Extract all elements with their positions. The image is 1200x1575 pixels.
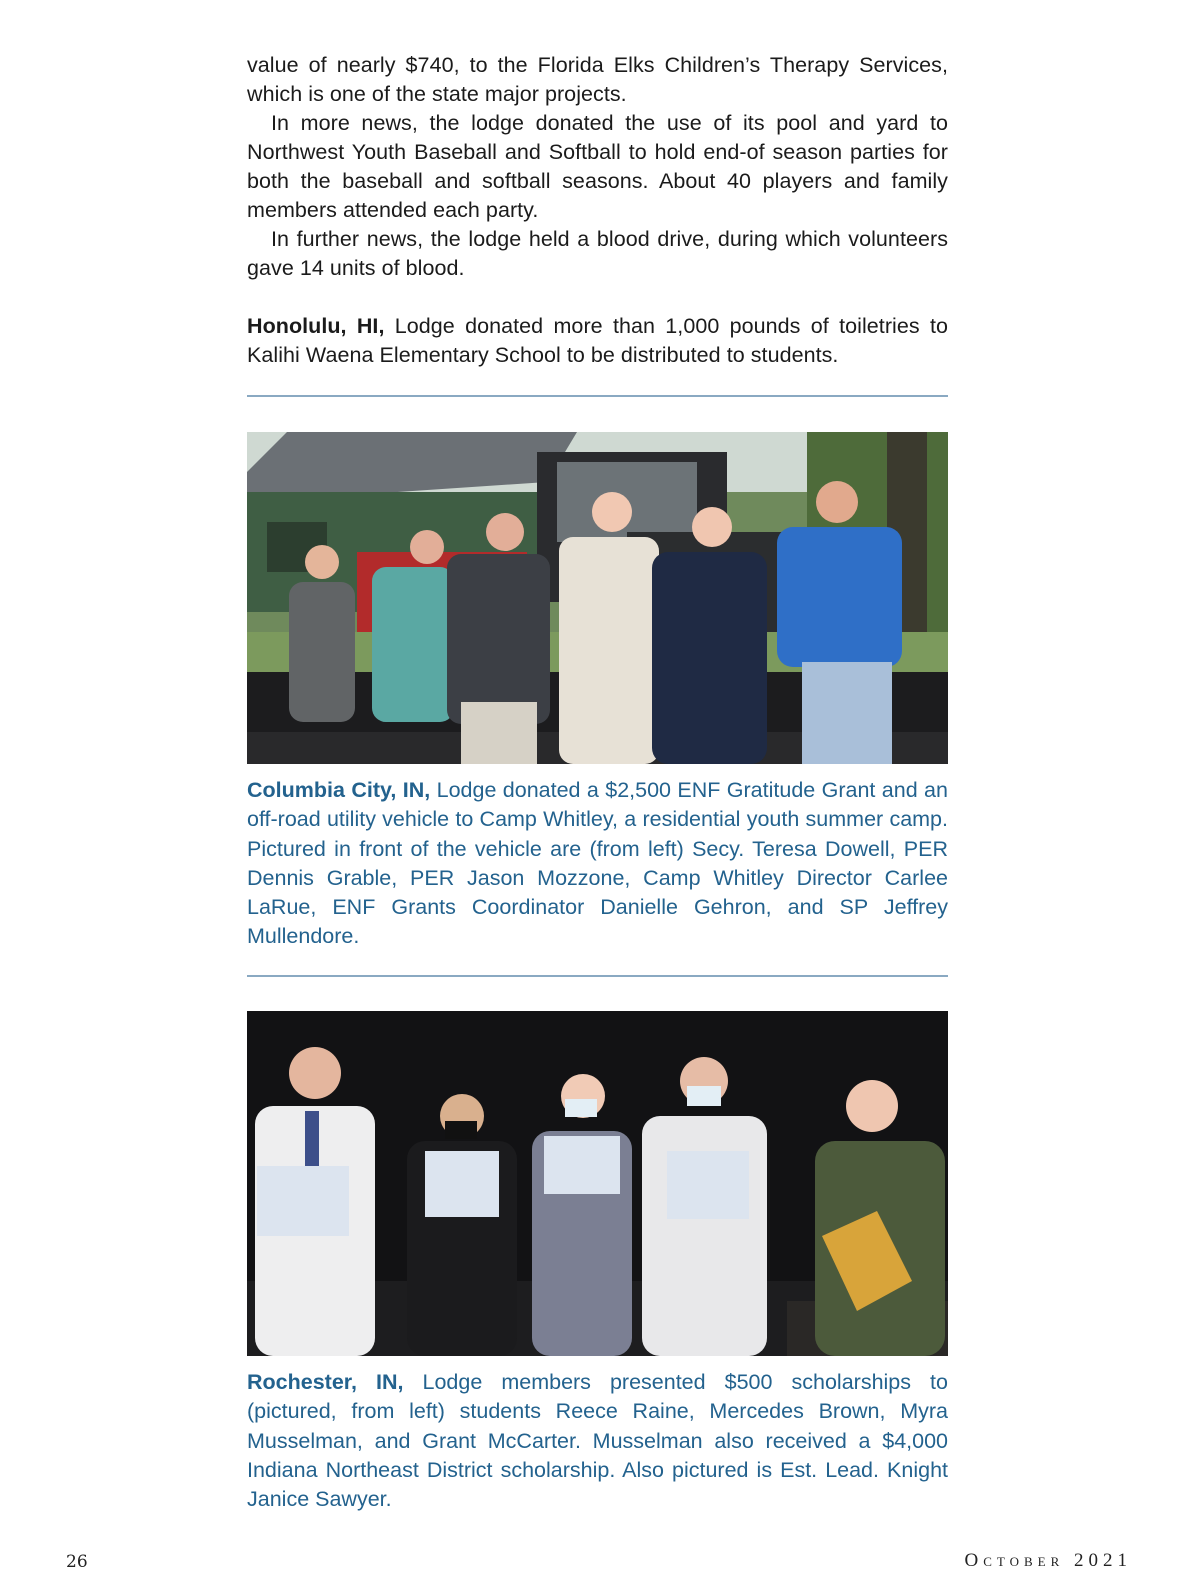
caption-rochester <box>247 1368 948 1514</box>
paragraph-blood-drive: In further news, the lodge held a blood drive, during which volunteers gave 14 units of blood. <box>247 227 948 280</box>
article-column <box>247 51 948 370</box>
paragraph-honolulu <box>247 312 948 370</box>
section-divider <box>247 395 948 397</box>
page-number: 26 <box>66 1552 88 1572</box>
issue-date: October 2021 <box>964 1550 1132 1571</box>
caption-rochester-place: Rochester, IN, <box>247 1370 404 1394</box>
photo-rochester <box>247 1011 948 1356</box>
caption-columbia-city-text: Lodge donated a $2,500 ENF Gratitude Grant and an off-road utility vehicle to Camp Whitley, a residential youth summer camp. Pictured in front of the vehicle are (from left) Secy. Teresa Dowell, PER Dennis Grable, PER Jason Mozzone, Camp Whitley Director Carlee LaRue, ENF Grants Coordinator Danielle Gehron, and SP Jeffrey Mullendore. <box>247 778 948 949</box>
caption-columbia-city-place: Columbia City, IN, <box>247 778 431 802</box>
caption-columbia-city <box>247 776 948 952</box>
paragraph-pool-donation: In more news, the lodge donated the use of its pool and yard to Northwest Youth Baseball and Softball to hold end-of season parties for both the baseball and softball seasons. About 40 players and family members attended each party. <box>247 111 948 222</box>
paragraph-continued: value of nearly $740, to the Florida Elks Children’s Therapy Services, which is one of the state major projects. <box>247 53 948 106</box>
honolulu-place: Honolulu, HI, <box>247 314 385 338</box>
photo-columbia-city-image <box>247 432 948 764</box>
caption-rochester-text: Lodge members presented $500 scholarships to (pictured, from left) students Reece Raine, Mercedes Brown, Myra Musselman, and Grant McCarter. Musselman also received a $4,000 Indiana Northeast District scholarship. Also pictured is Est. Lead. Knight Janice Sawyer. <box>247 1370 948 1512</box>
photo-columbia-city <box>247 432 948 764</box>
honolulu-text: Lodge donated more than 1,000 pounds of toiletries to Kalihi Waena Elementary School to be distributed to students. <box>247 314 948 367</box>
photo-rochester-image <box>247 1011 948 1356</box>
section-divider <box>247 975 948 977</box>
